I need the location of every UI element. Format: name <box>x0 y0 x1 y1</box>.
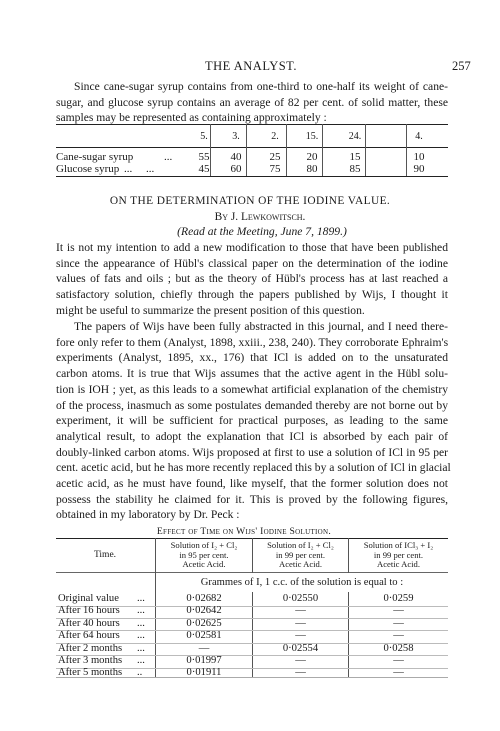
intro-line: samples may be represented as containing approximately : <box>56 111 327 125</box>
table-cell: 55 <box>198 151 210 163</box>
table-cell: 25 <box>269 151 281 163</box>
row-leader-dots: ... <box>137 605 145 617</box>
column-header <box>349 541 448 570</box>
body-line: obtained in my laboratory by Dr. Peck : <box>56 508 240 522</box>
column-header <box>156 541 252 570</box>
table-cell: 0·01997 <box>186 655 222 666</box>
read-at-meeting: (Read at the Meeting, June 7, 1899.) <box>177 225 347 238</box>
intro-line: sugar, and glucose syrup contains an average of 82 per cent. of solid matter, these <box>56 95 448 109</box>
table-cell: 0·02581 <box>186 630 222 642</box>
header-line: Acetic Acid. <box>182 559 226 570</box>
body-line: possess the stability he claimed for it. This is proved by the following figures, <box>56 492 448 506</box>
header-line: Solution of I₂ + Cl₂ <box>170 540 238 550</box>
row-leader-dots: ... <box>137 630 145 642</box>
row-time-label: After 2 months <box>58 642 123 654</box>
header-line: Solution of I₂ + Cl₂ <box>267 540 334 550</box>
body-line: experiment, it will be sufficient for practical purposes, as leading to the same <box>56 414 448 428</box>
table-cell: 20 <box>306 151 318 163</box>
body-line: cent. acetic acid, but he has more recently replaced this by a solution of ICl in glacial <box>56 461 451 475</box>
header-line: in 95 per cent. <box>179 549 229 560</box>
table-cell: 0·02625 <box>186 617 222 629</box>
body-line: It is not my intention to add a new modification to those that have been published <box>56 241 448 254</box>
row-label: Cane-sugar syrup <box>56 151 134 163</box>
table-cell: — <box>393 655 404 666</box>
table-cell: 10 <box>413 151 425 163</box>
table-cell: 80 <box>306 163 318 175</box>
table-cell: 0·0259 <box>383 593 414 604</box>
body-line: analytical result, to adopt the explanation that ICl is absorbed by each pair of <box>56 429 448 443</box>
intro-line: Since cane-sugar syrup contains from one-third to one-half its weight of cane- <box>74 80 448 93</box>
table-cell: 40 <box>230 151 242 163</box>
header-line: Acetic Acid. <box>279 559 322 570</box>
intro-paragraph <box>56 79 448 126</box>
column-header: 2. <box>271 131 279 142</box>
body-line: carbon atoms. It is true that Wijs assumes that the active agent in the Hübl solu- <box>56 367 448 381</box>
header-line: in 99 per cent. <box>373 549 424 560</box>
table-cell: — <box>295 617 306 629</box>
table-cell: 0·02550 <box>282 593 319 604</box>
table-cell: — <box>393 630 404 642</box>
table-cell: 75 <box>269 163 281 175</box>
paragraph-2 <box>56 319 451 523</box>
table-cell: — <box>393 605 404 617</box>
table-cell: — <box>295 655 306 666</box>
page-number: 257 <box>452 59 471 73</box>
row-time-label: After 5 months <box>58 667 123 679</box>
header-line: Acetic Acid. <box>377 559 420 570</box>
table-cell: — <box>393 667 404 679</box>
row-time-label: After 40 hours <box>58 617 120 629</box>
row-leader-dots: ... ... <box>124 163 155 175</box>
column-header: 15. <box>305 131 319 142</box>
row-time-label: After 64 hours <box>58 630 120 642</box>
table-cell: 15 <box>349 151 361 163</box>
table-caption: Effect of Time on Wijs' Iodine Solution. <box>156 526 332 537</box>
body-line: since the appearance of Hübl's classical paper on the determination of the iodine <box>56 256 448 270</box>
table-cell: — <box>295 630 306 642</box>
body-line: acetic acid, as he must have found, like myself, that the former solution does not <box>56 477 448 491</box>
table-cell: 0·0258 <box>383 642 414 654</box>
body-line: satisfactory solution, chiefly through the papers published by Wijs, I thought it <box>56 288 448 302</box>
column-header-time: Time. <box>93 550 117 560</box>
table-cell: — <box>198 642 210 654</box>
row-time-label: Original value <box>58 593 119 604</box>
body-line: doubly-linked carbon atoms. Wijs proposed at first to use a solution of ICl in 95 per <box>56 445 448 459</box>
article-title: ON THE DETERMINATION OF THE IODINE VALUE. <box>109 195 391 207</box>
table-cell: 0·02682 <box>186 593 222 604</box>
article-author: By J. Lewkowitsch. <box>214 211 306 223</box>
row-label: Glucose syrup <box>56 163 120 175</box>
row-time-label: After 16 hours <box>58 605 120 617</box>
paragraph-1 <box>56 240 448 319</box>
body-line: experiments (Analyst, 1895, xx., 176) that ICl is added on to the unsaturated <box>56 351 448 365</box>
running-header-title: THE ANALYST. <box>205 59 298 73</box>
header-line: in 99 per cent. <box>275 549 326 560</box>
table-cell: 0·02554 <box>282 642 319 654</box>
table-rule <box>56 124 448 125</box>
column-header: 3. <box>232 131 240 142</box>
table-cell: — <box>295 667 306 679</box>
body-line: might be useful to summarize the present position of this question. <box>56 303 365 317</box>
row-leader-dots: ... <box>137 593 145 604</box>
column-header: 24. <box>348 131 362 142</box>
row-time-label: After 3 months <box>58 655 123 666</box>
header-line: Solution of ICl₃ + I₂ <box>363 540 434 550</box>
table-cell: — <box>295 605 306 617</box>
table-cell: — <box>393 617 404 629</box>
table-rule <box>56 176 448 177</box>
row-leader-dots: .. <box>137 667 143 679</box>
table-cell: 0·01911 <box>186 667 222 679</box>
table-cell: 60 <box>230 163 242 175</box>
table-cell: 0·02642 <box>186 605 222 617</box>
body-line: of the process, inasmuch as some postulates demanded thereby are not borne out by <box>56 398 448 412</box>
body-line: values of fats and oils ; but as the theory of Hübl's process has at last reached a <box>56 272 448 286</box>
body-line: fore only refer to them (Analyst, 1898, xxiii., 238, 240). They corroborate Ephraim's <box>56 335 449 349</box>
body-line: The papers of Wijs have been fully abstracted in this journal, and I need there- <box>74 320 448 333</box>
row-leader-dots: ... <box>164 151 173 163</box>
row-leader-dots: ... <box>137 655 145 666</box>
table-cell: 85 <box>349 163 361 175</box>
column-header: 5. <box>200 131 208 142</box>
row-leader-dots: ... <box>137 617 145 629</box>
table-cell: 45 <box>198 163 210 175</box>
column-header <box>253 541 348 570</box>
table-cell: 90 <box>413 163 425 175</box>
body-line: tion is IOH ; yet, as this leads to a somewhat artificial explanation of the chemistry <box>56 382 448 396</box>
table-subheader: Grammes of I, 1 c.c. of the solution is equal to : <box>200 577 404 588</box>
table-rule <box>56 147 448 148</box>
row-leader-dots: ... <box>137 642 145 654</box>
column-header: 4. <box>415 131 423 142</box>
